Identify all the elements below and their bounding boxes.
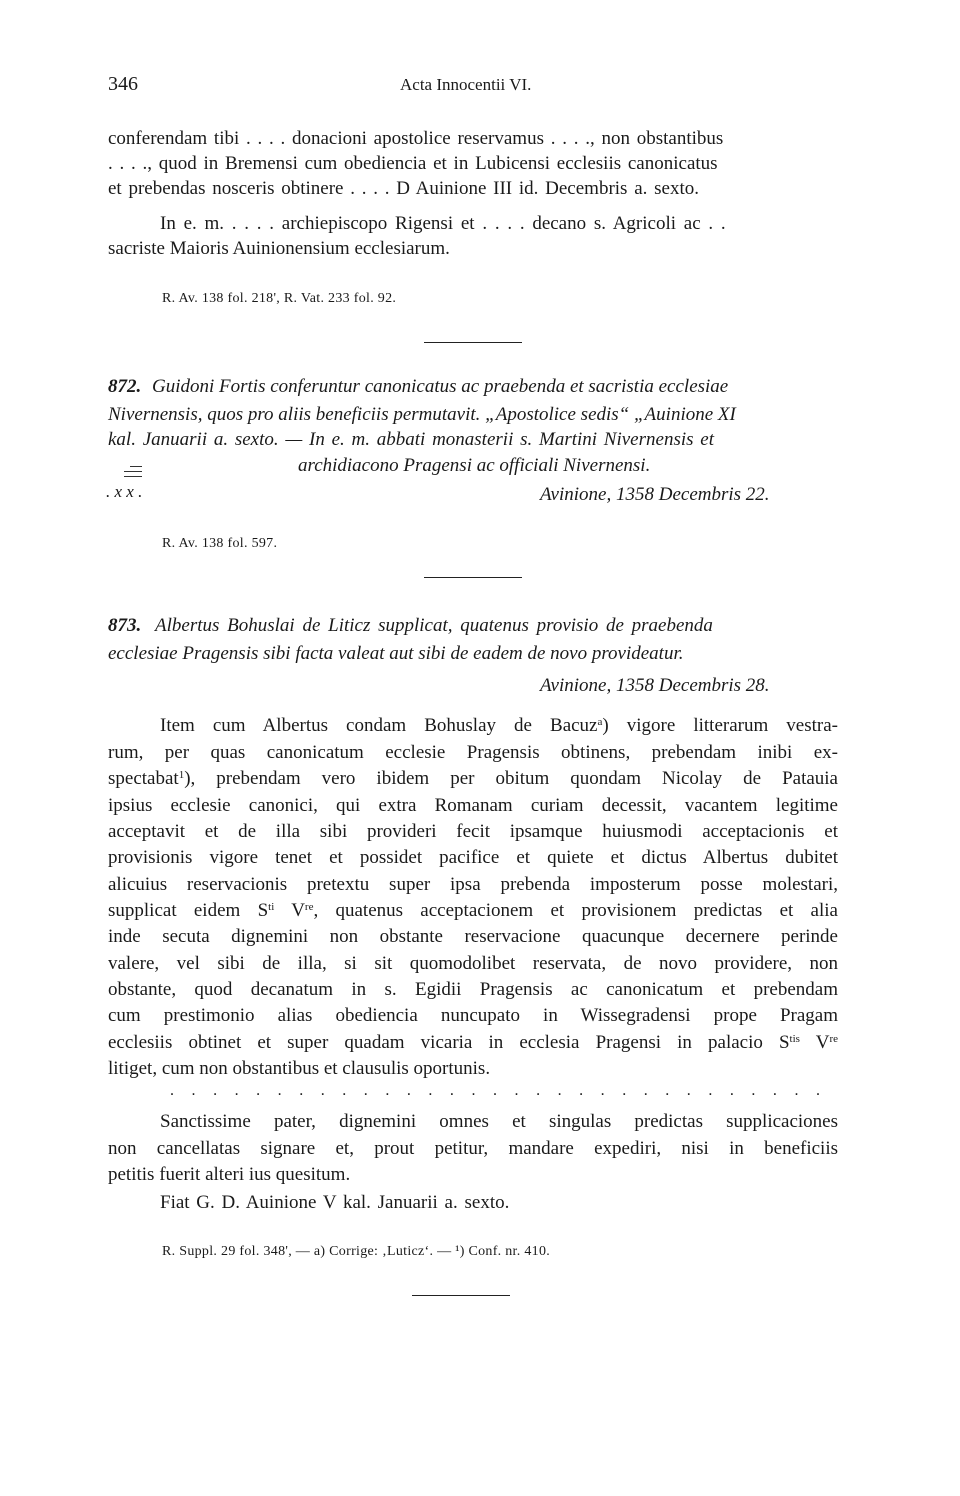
- footnote-mark: 1: [178, 769, 185, 781]
- abbrev-superscript: re: [304, 901, 314, 913]
- marginal-notation: [106, 462, 186, 506]
- page-number: 346: [108, 73, 138, 95]
- mark-stroke: [124, 471, 142, 472]
- entry-number: 873.: [108, 615, 142, 636]
- body-text: supplicat eidem S: [108, 900, 269, 921]
- body-text: ), prebendam vero ibidem per obitum quondam Nicolay de Patauia: [184, 768, 838, 789]
- regest-line: archidiacono Pragensi ac officiali Nivernensi.: [298, 455, 651, 476]
- section-divider: [412, 1295, 510, 1296]
- body-line: litiget, cum non obstantibus et clausulis oportunis.: [108, 1058, 491, 1079]
- closing-line: Sanctissime pater, dignemini omnes et singulas predictas supplicaciones: [160, 1111, 838, 1132]
- text-line: sacriste Maioris Auinionensium ecclesiarum.: [108, 238, 450, 259]
- body-line: [108, 767, 838, 791]
- entry-number: 872.: [108, 376, 142, 397]
- regest-line: ecclesiae Pragensis sibi facta valeat aut sibi de eadem de novo provideatur.: [108, 643, 684, 664]
- body-line: cum prestimonio alias obediencia nuncupato in Wissegradensi prope Pragam: [108, 1005, 838, 1026]
- text-line: et prebendas nosceris obtinere . . . . D Auinione III id. Decembris a. sexto.: [108, 178, 699, 199]
- closing-line: non cancellatas signare et, prout petitur, mandare expediri, nisi in beneficiis: [108, 1138, 838, 1159]
- source-reference: R. Suppl. 29 fol. 348', — a) Corrige: ‚Luticz‘. — ¹) Conf. nr. 410.: [162, 1244, 551, 1259]
- text-line: In e. m. . . . . archiepiscopo Rigensi et . . . . decano s. Agricoli ac . .: [160, 213, 726, 234]
- body-text: ) vigore litterarum vestra-: [602, 715, 838, 736]
- body-text: , quatenus acceptacionem et provisionem predictas et alia: [313, 900, 838, 921]
- text-line: . . . ., quod in Bremensi cum obediencia et in Lubicensi ecclesiis canonicatus: [108, 153, 718, 174]
- regest-line: Nivernensis, quos pro aliis beneficiis permutavit. „Apostolice sedis“ „Auinione XI: [108, 404, 736, 425]
- section-divider: [424, 577, 522, 578]
- body-text: spectabat: [108, 768, 179, 789]
- margin-mark-text: . x x .: [106, 482, 143, 501]
- regest-text: Guidoni Fortis conferuntur canonicatus ac praebenda et sacristia ecclesiae: [152, 376, 729, 397]
- regest-line: [108, 614, 713, 638]
- body-line: provisionis vigore tenet et possidet pacifice et quiete et dictus Albertus dubitet: [108, 847, 838, 868]
- body-line: acceptavit et de illa sibi provideri fecit ipsamque huiusmodi acceptacionis et: [108, 821, 838, 842]
- fiat-line: Fiat G. D. Auinione V kal. Januarii a. sexto.: [160, 1192, 510, 1213]
- body-line: [108, 899, 838, 923]
- body-text: V: [799, 1032, 830, 1053]
- regest-line: kal. Januarii a. sexto. — In e. m. abbati monasterii s. Martini Nivernensis et: [108, 429, 714, 450]
- place-date: Avinione, 1358 Decembris 28.: [540, 675, 770, 696]
- omission-dots: . . . . . . . . . . . . . . . . . . . . . . . . . . . . . . .: [170, 1082, 820, 1099]
- section-divider: [424, 342, 522, 343]
- abbrev-superscript: tis: [789, 1033, 800, 1045]
- body-line: [160, 714, 838, 738]
- running-title: Acta Innocentii VI.: [400, 75, 532, 94]
- regest-line: [108, 375, 728, 399]
- body-line: rum, per quas canonicatum ecclesie Pragensis obtinens, prebendam inibi ex-: [108, 742, 838, 763]
- body-line: ipsius ecclesie canonici, qui extra Romanam curiam decessit, vacantem legitime: [108, 795, 838, 816]
- abbrev-superscript: ti: [268, 901, 275, 913]
- body-text: Item cum Albertus condam Bohuslay de Bacuz: [160, 715, 598, 736]
- mark-stroke: [130, 466, 142, 467]
- text-line: conferendam tibi . . . . donacioni apostolice reservamus . . . ., non obstantibus: [108, 128, 724, 149]
- footnote-mark: a: [597, 716, 603, 728]
- body-line: [108, 1031, 838, 1055]
- place-date: Avinione, 1358 Decembris 22.: [540, 484, 770, 505]
- abbrev-superscript: re: [829, 1033, 838, 1045]
- closing-line: petitis fuerit alteri ius quesitum.: [108, 1164, 351, 1185]
- body-line: alicuius reservacionis pretextu super ipsa prebenda imposterum posse molestari,: [108, 874, 838, 895]
- body-line: valere, vel sibi de illa, si sit quomodolibet reservata, de novo providere, non: [108, 953, 838, 974]
- body-text: ecclesiis obtinet et super quadam vicaria in ecclesia Pragensi in palacio S: [108, 1032, 790, 1053]
- regest-text: Albertus Bohuslai de Liticz supplicat, quatenus provisio de praebenda: [155, 615, 713, 636]
- body-text: V: [274, 900, 305, 921]
- mark-stroke: [124, 476, 142, 477]
- source-reference: R. Av. 138 fol. 597.: [162, 536, 278, 551]
- source-reference: R. Av. 138 fol. 218', R. Vat. 233 fol. 92.: [162, 291, 397, 306]
- body-line: obstante, quod decanatum in s. Egidii Pragensis ac canonicatum et prebendam: [108, 979, 838, 1000]
- body-line: inde secuta dignemini non obstante reservacione quacunque decernere perinde: [108, 926, 838, 947]
